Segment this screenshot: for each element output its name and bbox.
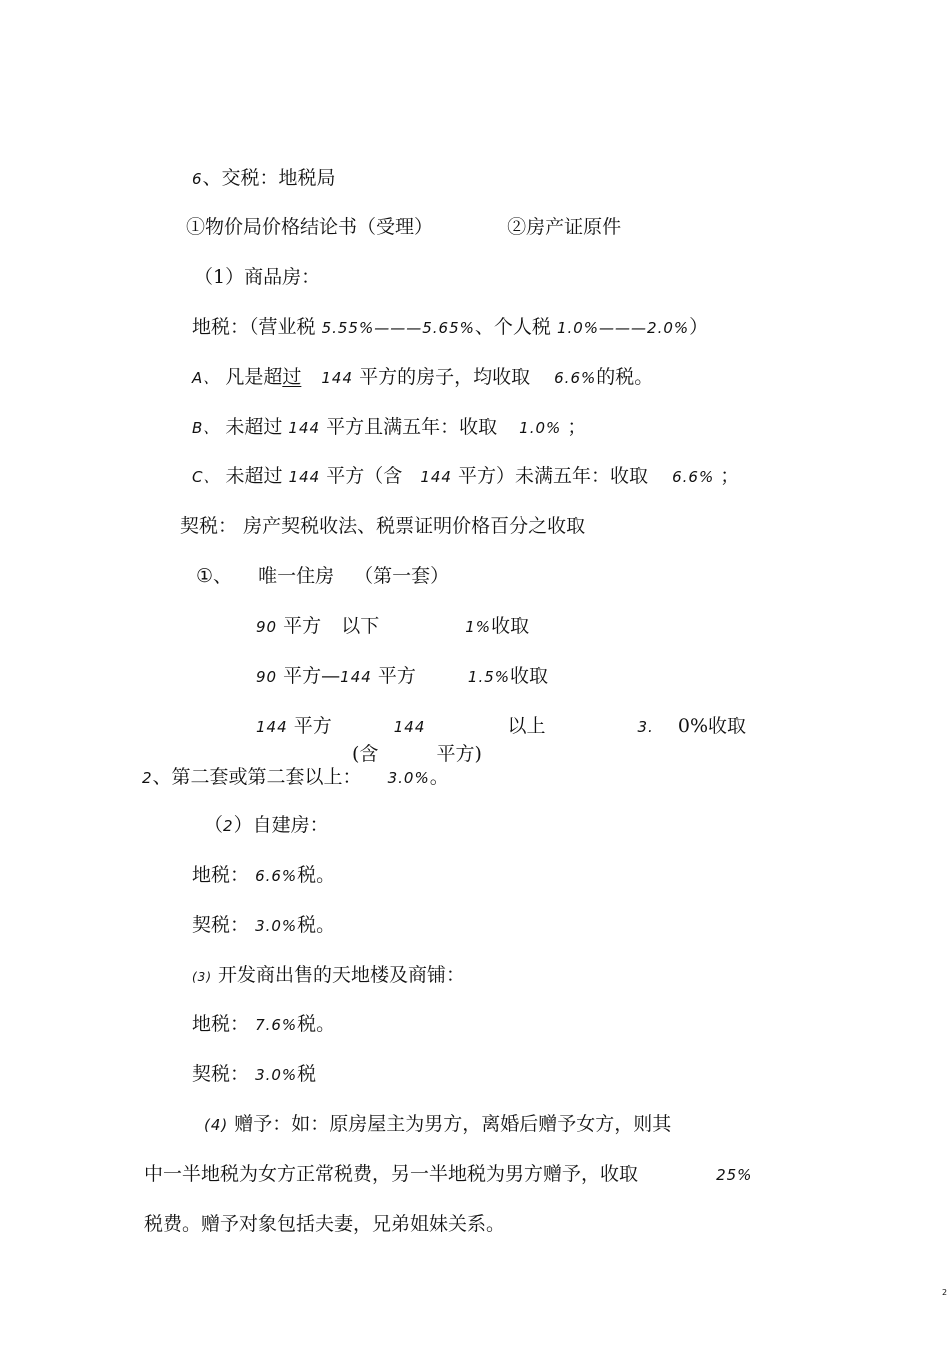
handwritten-number: 6 xyxy=(192,170,203,188)
deed-tax-heading xyxy=(180,514,585,538)
text: 未超过 xyxy=(225,416,283,438)
text: 契税： xyxy=(192,914,250,936)
area-value: 90 xyxy=(256,618,278,636)
page-number: 2 xyxy=(942,1288,948,1297)
text: （1）商品房： xyxy=(194,266,321,288)
rate-value: 3. xyxy=(637,718,654,736)
tier-1 xyxy=(256,614,529,639)
underlined-text: 过 xyxy=(282,366,302,388)
rule-letter: A、 xyxy=(192,369,220,387)
text: 平方）未满五年：收取 xyxy=(458,465,649,487)
gift-line-2 xyxy=(144,1162,752,1187)
area-value: 144 xyxy=(288,419,321,437)
rate-value: 3.0% xyxy=(255,917,298,935)
text: 平方— xyxy=(283,665,341,687)
text: 地税：（营业税 xyxy=(192,316,316,338)
developer-heading xyxy=(192,963,465,989)
text: (含 xyxy=(352,743,379,765)
text: ）自建房： xyxy=(233,814,329,836)
text: 税费。赠予对象包括夫妻，兄弟姐妹关系。 xyxy=(144,1213,506,1235)
rate-value: 6.6% xyxy=(255,867,298,885)
rate-value: 3.0% xyxy=(255,1066,298,1084)
rate-value: 6.6% xyxy=(672,468,715,486)
rule-letter: C、 xyxy=(192,468,220,486)
text: 平方 xyxy=(293,715,332,737)
rule-letter: B、 xyxy=(192,419,220,437)
text: ） xyxy=(689,316,709,338)
only-housing-heading xyxy=(196,564,449,588)
text: 税。 xyxy=(297,914,336,936)
text: 、交税：地税局 xyxy=(202,167,336,189)
text: ； xyxy=(567,416,587,438)
area-value: 144 xyxy=(393,718,426,736)
tier-2 xyxy=(256,664,548,689)
text: 0%收取 xyxy=(677,715,747,737)
rate-value: 1% xyxy=(465,618,492,636)
gift-line-3 xyxy=(144,1212,505,1236)
handwritten-number: (4) xyxy=(204,1116,229,1134)
gift-heading xyxy=(204,1112,671,1137)
area-value: 144 xyxy=(420,468,452,486)
section-6-heading xyxy=(192,166,336,191)
text: 平方 xyxy=(283,615,322,637)
text: 的税。 xyxy=(596,366,654,388)
text: 地税： xyxy=(192,1013,250,1035)
handwritten-number: 2 xyxy=(223,817,234,835)
text: 房产契税收法、税票证明价格百分之收取 xyxy=(243,515,586,537)
rate-value: 1.5% xyxy=(467,668,511,686)
area-value: 90 xyxy=(256,668,278,686)
text: 赠予：如：原房屋主为男方，离婚后赠予女方，则其 xyxy=(234,1113,672,1135)
handwritten-number: (3) xyxy=(192,970,212,984)
commercial-housing-heading xyxy=(194,265,320,289)
text: ； xyxy=(720,465,740,487)
text: 契税： xyxy=(180,515,238,537)
self-built-land-tax xyxy=(192,863,335,888)
rate-value: 7.6% xyxy=(255,1016,298,1034)
second-housing xyxy=(142,765,449,790)
text: 未超过 xyxy=(225,465,283,487)
text: 平方 xyxy=(377,665,416,687)
text: 、个人税 xyxy=(474,316,551,338)
rule-a xyxy=(192,365,653,390)
rule-c xyxy=(192,464,739,489)
tier-3-note xyxy=(352,742,482,766)
text: 凡是超 xyxy=(225,366,283,388)
self-built-heading xyxy=(204,813,329,838)
rate-value: 3.0% xyxy=(387,769,430,787)
developer-land-tax xyxy=(192,1012,335,1037)
rate-value: 25% xyxy=(716,1166,753,1184)
area-value: 144 xyxy=(340,668,372,686)
text: 。 xyxy=(429,766,449,788)
handwritten-number: 2 xyxy=(142,769,153,787)
text: 税。 xyxy=(297,1013,336,1035)
rate-value: 1.0% xyxy=(519,419,562,437)
self-built-deed-tax xyxy=(192,913,335,938)
text: （第一套） xyxy=(354,565,450,587)
required-documents xyxy=(186,215,621,239)
text: （ xyxy=(204,814,224,836)
text: 地税： xyxy=(192,864,250,886)
document-item-2: ②房产证原件 xyxy=(507,216,622,238)
text: 契税： xyxy=(192,1063,250,1085)
text: 以下 xyxy=(341,615,380,637)
rate-value: 6.6% xyxy=(554,369,597,387)
text: 、第二套或第二套以上： xyxy=(152,766,362,788)
text: 平方) xyxy=(436,743,482,765)
text: 中一半地税为女方正常税费，另一半地税为男方赠予，收取 xyxy=(144,1163,639,1185)
text: 平方（含 xyxy=(326,465,403,487)
text: 以上 xyxy=(507,715,546,737)
text: 税 xyxy=(297,1063,317,1085)
document-item-1: ①物价局价格结论书（受理） xyxy=(186,216,434,238)
text: 收取 xyxy=(491,615,530,637)
area-value: 144 xyxy=(256,718,288,736)
text: ①、 xyxy=(196,565,233,587)
area-value: 144 xyxy=(321,369,354,387)
area-value: 144 xyxy=(288,468,321,486)
text: 开发商出售的天地楼及商铺： xyxy=(218,964,466,986)
text: 收取 xyxy=(510,665,549,687)
text: 唯一住房 xyxy=(258,565,335,587)
text: 平方且满五年：收取 xyxy=(326,416,498,438)
rule-b xyxy=(192,415,586,440)
text: 平方的房子，均收取 xyxy=(359,366,531,388)
tier-3 xyxy=(256,714,746,739)
personal-tax-range: 1.0%———2.0% xyxy=(556,319,690,337)
business-tax-range: 5.55%———5.65% xyxy=(321,319,475,337)
developer-deed-tax xyxy=(192,1062,316,1087)
land-tax-rates xyxy=(192,315,708,340)
text: 税。 xyxy=(297,864,336,886)
